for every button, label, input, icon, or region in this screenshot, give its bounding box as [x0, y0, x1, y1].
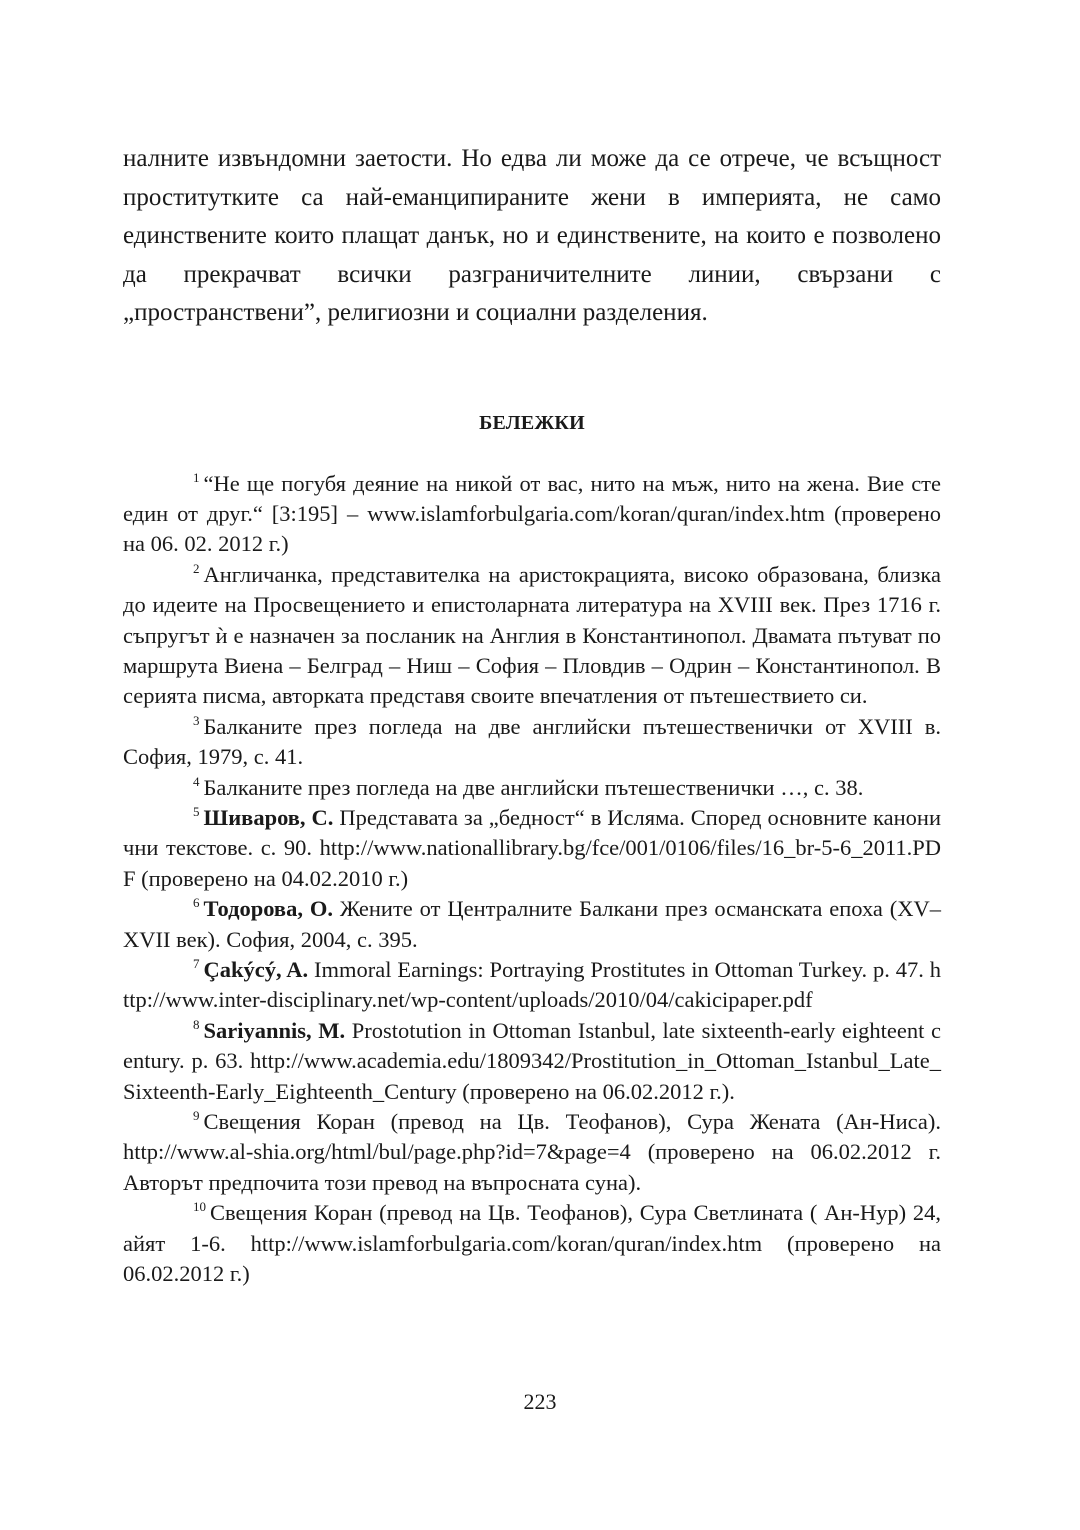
footnote-text: Представата за „бедност“ в Исляма. Според основните канонични текстове. с. 90. http://www.nationallibrary.bg/fce/001/0106/files/16_br-5-6_2011.PDF (проверено на 04.02.2010 г.) — [123, 804, 942, 891]
section-title: БЕЛЕЖКИ — [479, 411, 585, 434]
footnote-number: 1 — [193, 469, 200, 485]
footnote-number: 9 — [193, 1108, 200, 1124]
footnote-text: “Не ще погубя деяние на никой от вас, нито на мъж, нито на жена. Вие сте един от друг.“ [3:195] – www.islamforbulgaria.com/koran/quran/index.htm (проверено на 06. 02. 2012 г.) — [123, 470, 941, 557]
footnote-text: Жените от Централните Балкани през османската епоха (XV–XVII век). София, 2004, с. 395. — [123, 896, 942, 952]
footnote-number: 8 — [193, 1016, 200, 1032]
page-content — [123, 140, 941, 1289]
footnote-text: Свещения Коран (превод на Цв. Теофанов), Сура Светлината ( Ан-Нур) 24, айят 1-6. http://www.islamforbulgaria.com/koran/quran/index.htm (проверено на 06.02.2012 г.) — [123, 1200, 941, 1287]
footnote-3 — [123, 712, 941, 773]
footnote-7 — [123, 955, 941, 1016]
footnote-1 — [123, 469, 941, 560]
footnote-number: 7 — [193, 956, 200, 971]
footnote-text: Англичанка, представителка на аристокрацията, високо образована, близка до идеите на Просвещението и епистоларната литература на XVIII век. През 1716 г. съпругът ѝ е назначен за посланик на Англия в Константинопол. Двамата пътуват по маршрута Виена – Белград – Ниш – София – Пловдив – Одрин – Константинопол. В серията писма, авторката представя своите впечатления от пътешествието си. — [123, 561, 941, 709]
page-number: 223 — [523, 1389, 557, 1414]
footnote-text: Балканите през погледа на две английски пътешественички …, с. 38. — [203, 774, 864, 800]
footnote-number: 6 — [193, 895, 200, 911]
footnote-author: Шиваров, С. — [203, 804, 334, 830]
body-paragraph: налните извъндомни заетости. Но едва ли може да се отрече, че всъщност проститутките са най-еманципираните жени в империята, не само единствените които плащат данък, но и единствените, на които е позволено да прекрачват всички разграничителните линии, свързани с „пространствени”, религиозни и социални разделения. — [123, 145, 941, 326]
footnote-4 — [123, 773, 941, 803]
footnote-author: Тодорова, О. — [203, 896, 333, 922]
footnote-author: Sariyannis, M. — [203, 1017, 346, 1043]
footnote-text: Prostotution in Ottoman Istanbul, late sixteenth-early eighteent century. p. 63. http://www.academia.edu/1809342/Prostitution_in_Ottoman_Istanbul_Late_Sixteenth-Early_Eighteenth_Century (проверено на 06.02.2012 г.). — [123, 1017, 941, 1104]
footnote-10 — [123, 1198, 941, 1289]
footnote-number: 5 — [193, 803, 200, 819]
footnote-text: Свещения Коран (превод на Цв. Теофанов), Сура Жената (Ан-Ниса). http://www.al-shia.org/html/bul/page.php?id=7&page=4 (проверено на 06.02.2012 г. Авторът предпочита този превод на въпросната суна). — [123, 1109, 941, 1195]
footnote-5 — [123, 803, 941, 894]
footnote-9 — [123, 1107, 941, 1198]
footnotes-list — [123, 469, 941, 1290]
footnote-author: Çakýcý, A. — [203, 957, 309, 982]
footnote-text: Immoral Earnings: Portraying Prostitutes in Ottoman Turkey. p. 47. http://www.inter-disciplinary.net/wp-content/uploads/2010/04/cakicipaper.pdf — [123, 957, 941, 1013]
footnote-2 — [123, 560, 941, 712]
footnote-6 — [123, 894, 941, 955]
footnote-text: Балканите през погледа на две английски пътешественички от XVIII в. София, 1979, с. 41. — [123, 713, 941, 770]
footnote-8 — [123, 1016, 941, 1107]
footnote-number: 2 — [193, 560, 200, 576]
footnote-number: 3 — [193, 712, 200, 728]
footnote-number: 10 — [193, 1199, 206, 1215]
footnote-number: 4 — [193, 773, 200, 789]
